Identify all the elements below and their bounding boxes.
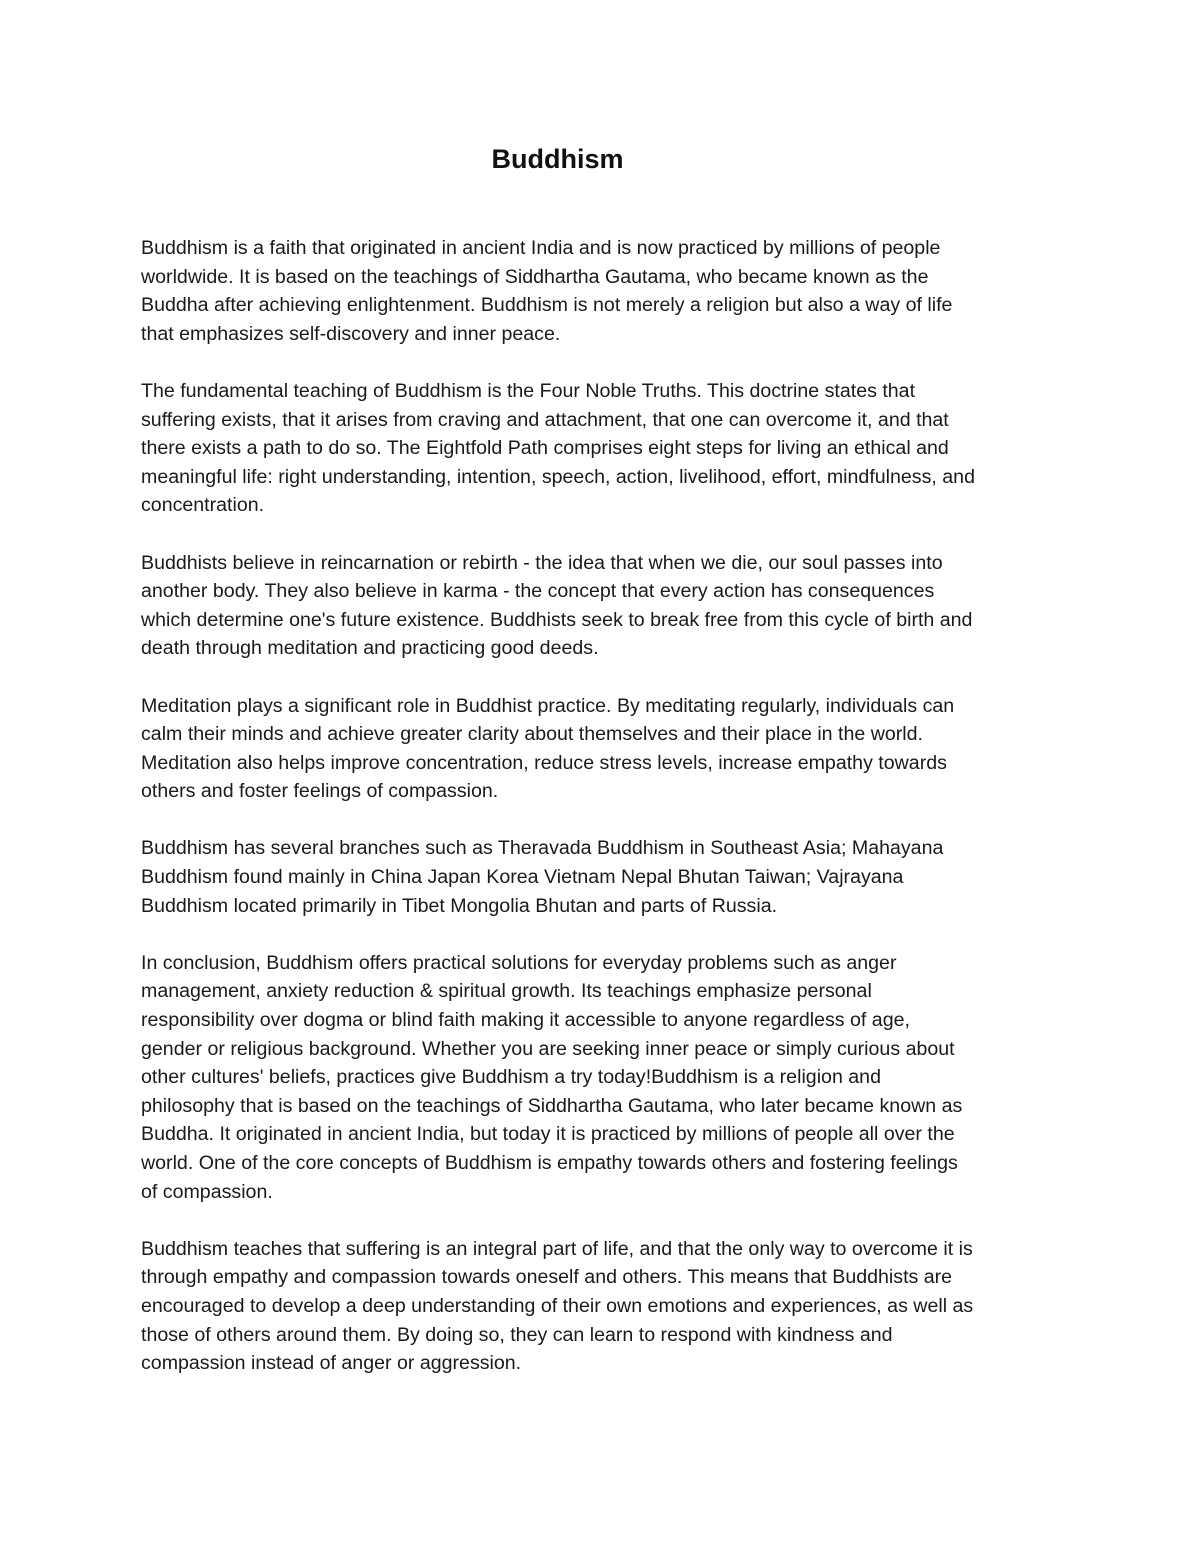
paragraph-line: Buddha. It originated in ancient India, but today it is practiced by millions of people all over the (141, 1123, 955, 1146)
paragraph-line: that emphasizes self-discovery and inner peace. (141, 322, 561, 345)
paragraph-four-noble-truths (141, 377, 1066, 520)
paragraph-line: Buddhism has several branches such as Theravada Buddhism in Southeast Asia; Mahayana (141, 837, 944, 860)
paragraph-line: another body. They also believe in karma - the concept that every action has consequences (141, 580, 935, 603)
paragraph-line: which determine one's future existence. Buddhists seek to break free from this cycle of birth and (141, 608, 973, 631)
paragraph-line: compassion instead of anger or aggression. (141, 1352, 522, 1375)
paragraph-meditation (141, 692, 1066, 806)
paragraph-line: Buddha after achieving enlightenment. Buddhism is not merely a religion but also a way of life (141, 294, 953, 317)
paragraph-line: suffering exists, that it arises from craving and attachment, that one can overcome it, and that (141, 408, 949, 431)
paragraph-line: other cultures' beliefs, practices give Buddhism a try today!Buddhism is a religion and (141, 1066, 881, 1089)
paragraph-line: worldwide. It is based on the teachings of Siddhartha Gautama, who became known as the (141, 265, 929, 288)
paragraph-line: Buddhism is a faith that originated in ancient India and is now practiced by millions of people (141, 237, 941, 259)
paragraph-introduction (141, 234, 1066, 348)
paragraph-line: Meditation plays a significant role in Buddhist practice. By meditating regularly, individuals can (141, 694, 955, 717)
paragraph-line: Buddhists believe in reincarnation or rebirth - the idea that when we die, our soul passes into (141, 551, 943, 574)
document-body (141, 234, 1066, 1378)
paragraph-line: philosophy that is based on the teachings of Siddhartha Gautama, who later became known as (141, 1094, 963, 1117)
paragraph-line: through empathy and compassion towards oneself and others. This means that Buddhists are (141, 1266, 953, 1289)
paragraph-line: others and foster feelings of compassion. (141, 780, 499, 803)
paragraph-line: encouraged to develop a deep understanding of their own emotions and experiences, as well as (141, 1294, 974, 1317)
paragraph-line: Buddhism found mainly in China Japan Korea Vietnam Nepal Bhutan Taiwan; Vajrayana (141, 866, 904, 889)
paragraph-line: death through meditation and practicing good deeds. (141, 637, 599, 660)
paragraph-line: concentration. (141, 494, 265, 517)
document-title: Buddhism (491, 144, 624, 174)
paragraph-line: of compassion. (141, 1180, 273, 1203)
paragraph-line: meaningful life: right understanding, intention, speech, action, livelihood, effort, mindfulness, and (141, 465, 975, 488)
paragraph-line: In conclusion, Buddhism offers practical solutions for everyday problems such as anger (141, 951, 897, 974)
paragraph-line: Buddhism located primarily in Tibet Mongolia Bhutan and parts of Russia. (141, 894, 778, 917)
paragraph-branches (141, 834, 1066, 920)
paragraph-line: The fundamental teaching of Buddhism is the Four Noble Truths. This doctrine states that (141, 379, 916, 402)
paragraph-line: calm their minds and achieve greater clarity about themselves and their place in the world. (141, 723, 923, 746)
paragraph-line: those of others around them. By doing so, they can learn to respond with kindness and (141, 1323, 893, 1346)
paragraph-rebirth-karma (141, 549, 1066, 663)
paragraph-line: world. One of the core concepts of Buddhism is empathy towards others and fostering feelings (141, 1152, 958, 1174)
paragraph-line: Meditation also helps improve concentration, reduce stress levels, increase empathy towards (141, 751, 947, 774)
paragraph-suffering-compassion (141, 1235, 1066, 1378)
paragraph-line: there exists a path to do so. The Eightfold Path comprises eight steps for living an ethical and (141, 437, 949, 460)
paragraph-conclusion (141, 949, 1066, 1206)
paragraph-line: management, anxiety reduction & spiritual growth. Its teachings emphasize personal (141, 980, 872, 1003)
paragraph-line: responsibility over dogma or blind faith making it accessible to anyone regardless of age, (141, 1009, 910, 1032)
paragraph-line: gender or religious background. Whether you are seeking inner peace or simply curious about (141, 1037, 955, 1060)
paragraph-line: Buddhism teaches that suffering is an integral part of life, and that the only way to overcome it is (141, 1237, 973, 1260)
